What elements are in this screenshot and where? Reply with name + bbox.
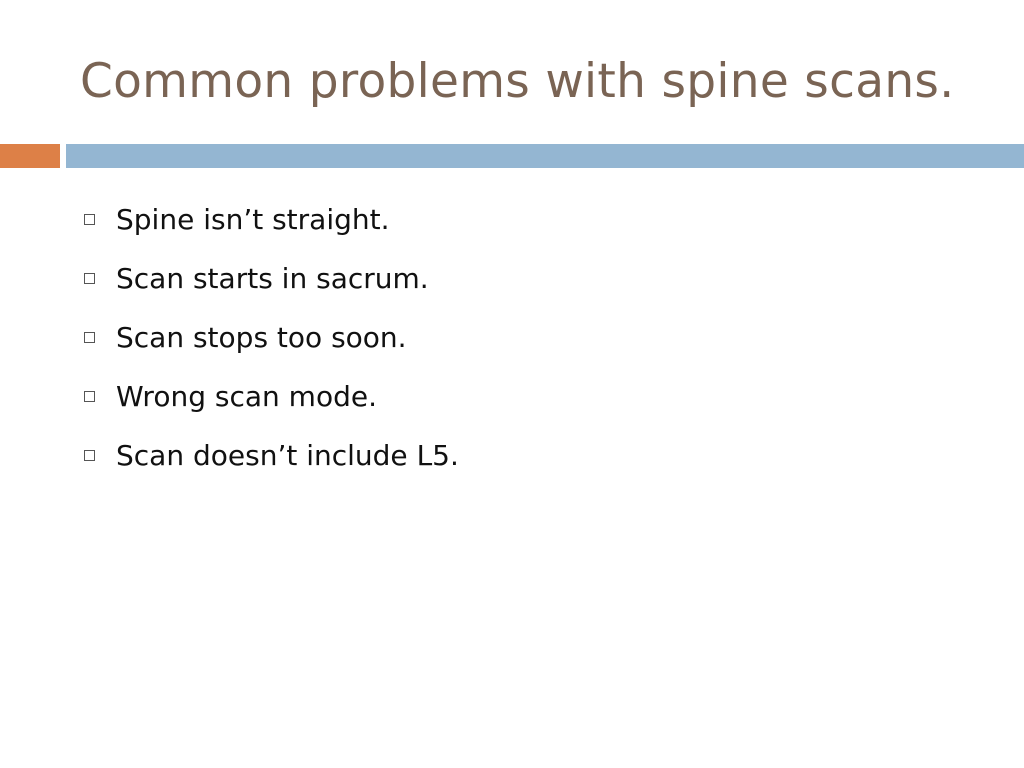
hollow-square-bullet-icon: [84, 450, 95, 461]
hollow-square-bullet-icon: [84, 332, 95, 343]
bullet-text: Spine isn’t straight.: [116, 202, 390, 236]
hollow-square-bullet-icon: [84, 273, 95, 284]
bullet-item: [80, 367, 459, 426]
bullet-text: Wrong scan mode.: [116, 379, 377, 413]
bullet-item: [80, 308, 459, 367]
bullet-item: [80, 249, 459, 308]
hollow-square-bullet-icon: [84, 391, 95, 402]
hollow-square-bullet-icon: [84, 214, 95, 225]
bullet-text: Scan stops too soon.: [116, 320, 407, 354]
bullet-item: [80, 190, 459, 249]
bullet-list: [80, 190, 459, 485]
accent-bar-blue: [66, 144, 1024, 168]
slide-title: Common problems with spine scans.: [80, 54, 955, 109]
bullet-item: [80, 426, 459, 485]
bullet-text: Scan doesn’t include L5.: [116, 438, 459, 472]
bullet-text: Scan starts in sacrum.: [116, 261, 429, 295]
accent-bar-orange: [0, 144, 60, 168]
